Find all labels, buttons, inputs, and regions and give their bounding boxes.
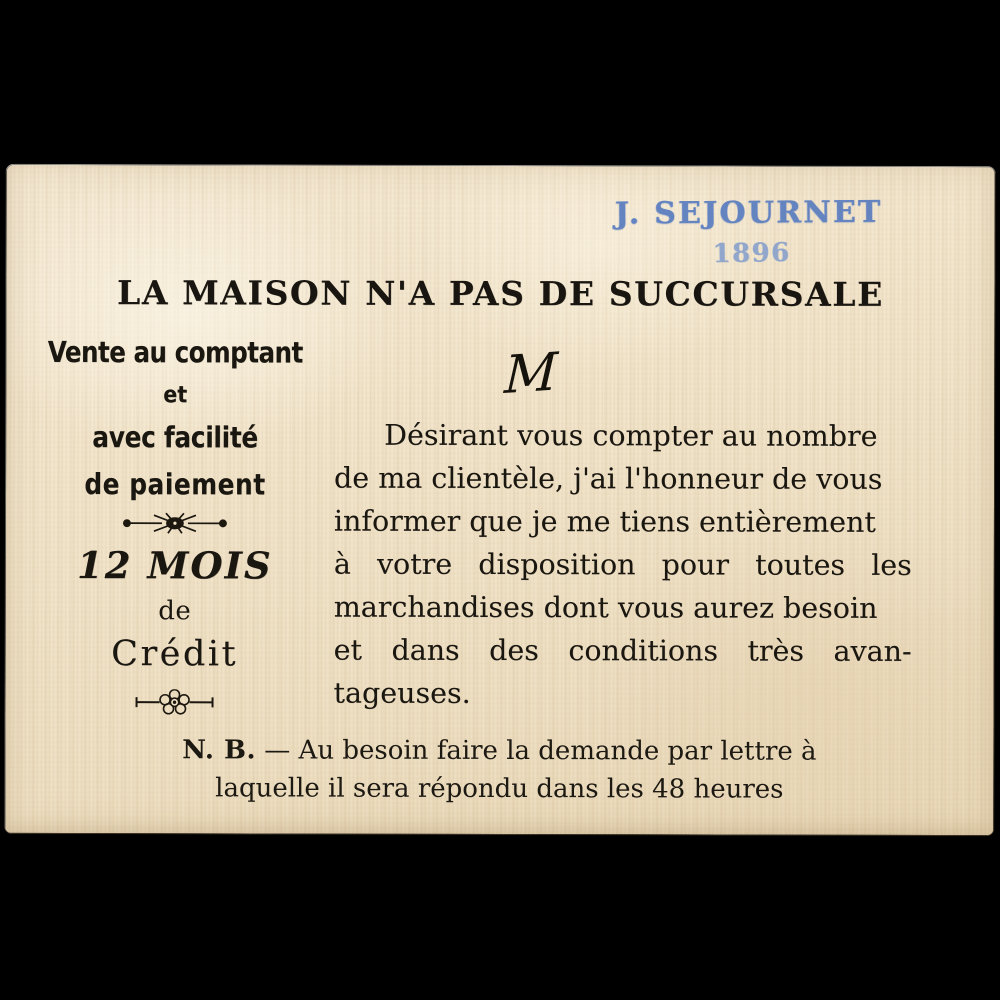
- terms-months: 12 MOIS: [77, 543, 273, 588]
- terms-column: [30, 335, 321, 716]
- business-card: [5, 165, 995, 835]
- letter-line-3: informer que je me tiens entièrement: [333, 504, 876, 539]
- letter-line-6: [334, 629, 912, 673]
- stamp-year: 1896: [712, 237, 791, 270]
- letter-line-6-word: et: [333, 633, 363, 667]
- letter-line-4-word: les: [871, 548, 912, 582]
- letter-line-4-word: disposition: [478, 547, 636, 582]
- letter-line-1: Désirant vous compter au nombre: [384, 418, 878, 453]
- card-surface: [5, 165, 995, 835]
- nota-bene-dash: —: [256, 735, 299, 766]
- card-headline: LA MAISON N'A PAS DE SUCCURSALE: [117, 273, 884, 314]
- nota-bene-text-1: Au besoin faire la demande par lettre à: [298, 735, 817, 767]
- letter-line-4-word: pour: [661, 548, 730, 582]
- letter-line-7: tageuses.: [333, 676, 471, 710]
- letter-line-2: de ma clientèle, j'ai l'honneur de vous: [334, 461, 883, 496]
- salutation-monogram: M: [503, 342, 560, 407]
- letter-line-6-word: dans: [391, 633, 460, 667]
- letter-line-4-word: votre: [376, 547, 453, 581]
- letter-line-4-word: toutes: [755, 548, 846, 582]
- letter-line-6-word: très: [747, 634, 805, 668]
- terms-payment: de paiement: [84, 467, 266, 502]
- nota-bene-line-2: laquelle il sera répondu dans les 48 heures: [215, 773, 784, 805]
- letter-line-5: marchandises dont vous aurez besoin: [333, 590, 878, 625]
- nota-bene-line-1: [5, 731, 993, 771]
- letter-line-6-word: avan-: [833, 634, 912, 668]
- owner-stamp: [563, 195, 935, 269]
- terms-conjunction: et: [163, 382, 188, 409]
- terms-cash-sale: Vente au comptant: [47, 334, 303, 370]
- nota-bene: [5, 731, 993, 809]
- terms-credit: Crédit: [111, 634, 239, 675]
- terms-facility: avec facilité: [92, 420, 258, 455]
- letter-line-6-word: des: [489, 633, 539, 668]
- starburst-ornament: [116, 512, 234, 534]
- stamp-name: J. SEJOURNET: [614, 194, 883, 232]
- letter-line-4-word: à: [333, 547, 351, 581]
- letter-line-6-word: conditions: [568, 634, 719, 668]
- flower-ornament: [116, 689, 234, 715]
- letter-line-4: [334, 543, 912, 587]
- letter-body: [334, 414, 913, 716]
- terms-de: de: [158, 596, 192, 627]
- nota-bene-label: N. B.: [182, 735, 257, 766]
